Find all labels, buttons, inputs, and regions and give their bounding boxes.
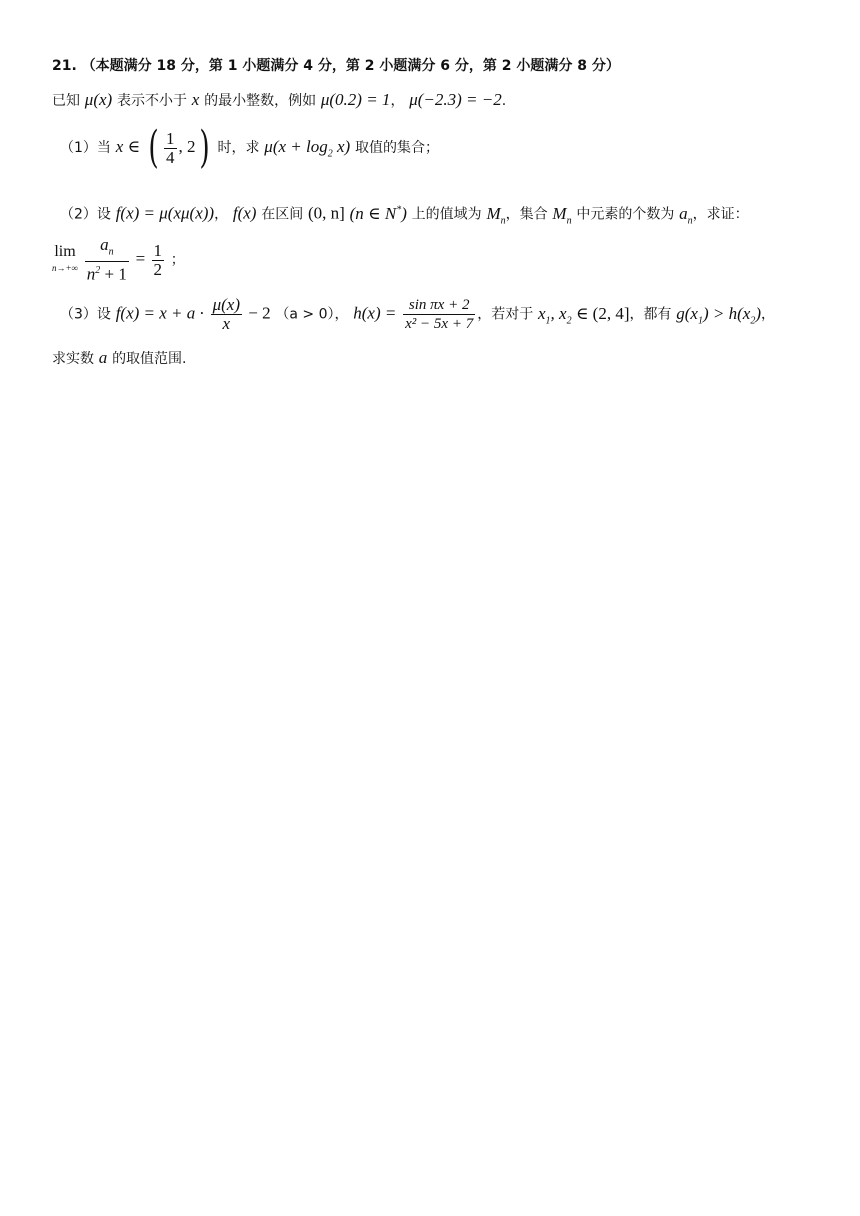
part-2: （2）设 f(x) = μ(xμ(x))， f(x) 在区间 (0, n] (n ∈ N*) 上的值域为 $M_n$，集合 $M_n$ 中元素的个数为 $a_n$，求证：	[60, 203, 749, 227]
example-2: μ(−2.3) = −2	[409, 90, 502, 109]
part-1: （1）当 x ∈ ( $\frac{1}{4}$ , 2) 时，求 $\mu(x + \log_2 x)$ 取值的集合；	[60, 122, 439, 173]
an-fraction: $\frac{a_n}{n^2 + 1}$	[86, 235, 127, 285]
right-paren: )	[198, 122, 210, 173]
fraction-quarter: $\frac{1}{4}$	[166, 128, 175, 167]
problem-header: 21. （本题满分 18 分，第 1 小题满分 4 分，第 2 小题满分 6 分，第 2 小题满分 8 分）	[52, 58, 620, 74]
closing-line: 求实数 a 的取值范围.	[52, 348, 187, 367]
n-condition: (n ∈ N*)	[349, 203, 407, 223]
h-fraction: $\frac{\text{sin πx + 2}}{\text{x² − 5x + 7}}$	[405, 297, 474, 332]
limit-expression: lim n→+∞ $\frac{a_n}{n^2 + 1}$ = $\frac{1}{2}$ ；	[52, 235, 185, 285]
x1-x2-domain: $x_1$, $x_2$ ∈ (2, 4]	[537, 303, 630, 326]
mu-x: μ(x)	[84, 90, 113, 109]
inequality: $g(x_1) > h(x_2)$	[676, 303, 761, 326]
half-fraction: $\frac{1}{2}$	[153, 240, 162, 279]
example-1: μ(0.2) = 1	[320, 90, 391, 109]
mu-over-x-fraction: $\frac{\mu(x)}{x}$	[212, 295, 240, 333]
part1-expression: $\mu(x + \log_2 x)$	[264, 137, 351, 160]
lim-operator: lim n→+∞	[52, 243, 78, 274]
problem-intro: 已知 μ(x) 表示不小于 x 的最小整数，例如 μ(0.2) = 1， μ(−2.3) = −2.	[52, 90, 507, 109]
f-definition: f(x) = μ(xμ(x))	[115, 203, 215, 223]
part-3: （3）设 f(x) = x + a · $\frac{\mu(x)}{x}$ − 2 （a > 0）， h(x) = $\frac{\text{sin πx + 2}}{\text{x² − 5x + 7}}$ ，若对于 $x_1$, $x_2$ ∈ (2, 4]，都有 $g(x_1) > h(x_2)$，	[60, 295, 775, 333]
left-paren: (	[148, 122, 159, 173]
